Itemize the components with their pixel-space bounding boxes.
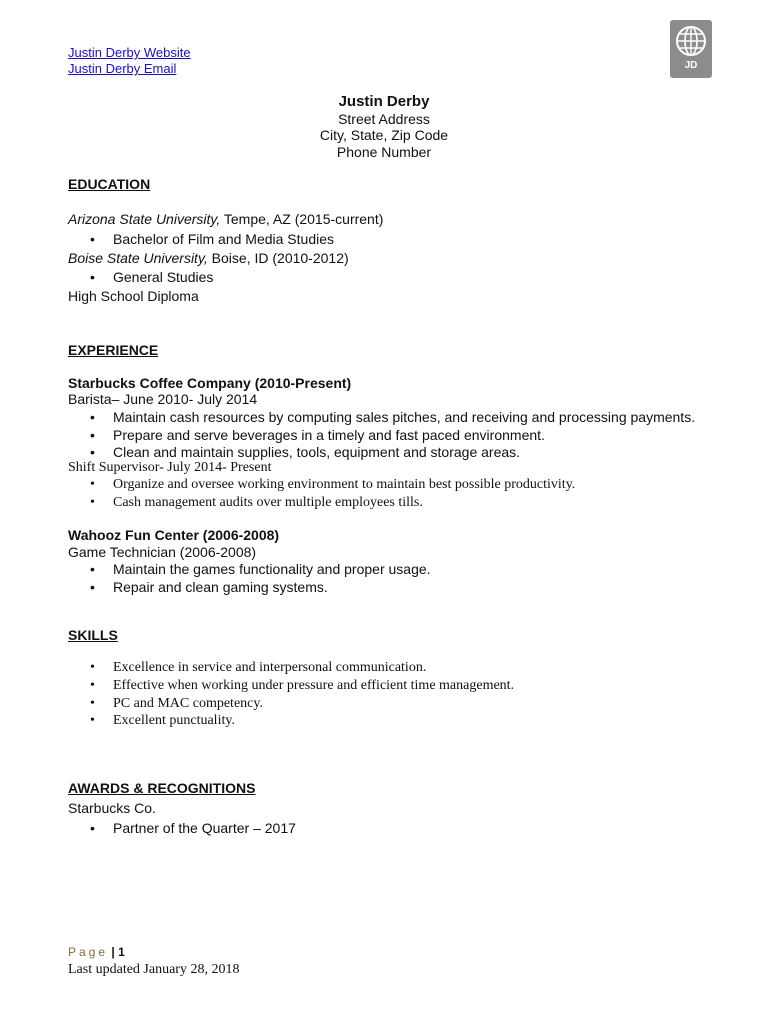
job-2-item: Repair and clean gaming systems. <box>113 579 328 595</box>
phone-number: Phone Number <box>336 144 432 160</box>
job-1-role: Barista– June 2010- July 2014 <box>68 391 258 407</box>
job-1-item: Organize and oversee working environment to maintain best possible productivity. <box>113 477 576 492</box>
job-1-title: Starbucks Coffee Company (2010-Present) <box>68 375 352 391</box>
list-item: • Bachelor of Film and Media Studies <box>90 231 334 247</box>
logo-initials: JD <box>684 60 698 71</box>
list-item: • Repair and clean gaming systems. <box>90 579 328 595</box>
skill-item: Effective when working under pressure and efficient time management. <box>113 678 515 693</box>
school-1-details: Tempe, AZ (2015-current) <box>220 211 384 227</box>
school-2-name: Boise State University, <box>68 250 208 266</box>
list-item: • PC and MAC competency. <box>90 696 263 711</box>
last-updated: Last updated January 28, 2018 <box>68 962 240 977</box>
job-1-item: Cash management audits over multiple employees tills. <box>113 495 423 510</box>
list-item: • Effective when working under pressure and efficient time management. <box>90 678 515 693</box>
list-item: • Organize and oversee working environment to maintain best possible productivity. <box>90 477 576 492</box>
diploma: High School Diploma <box>68 288 199 304</box>
awards-org: Starbucks Co. <box>68 800 156 816</box>
skill-item: Excellent punctuality. <box>113 713 235 728</box>
job-1-item: Prepare and serve beverages in a timely and fast paced environment. <box>113 427 545 443</box>
education-school-1 <box>68 211 383 227</box>
job-2-item: Maintain the games functionality and proper usage. <box>113 561 431 577</box>
school-2-details: Boise, ID (2010-2012) <box>207 250 349 266</box>
job-2-role: Game Technician (2006-2008) <box>68 544 257 560</box>
street-address: Street Address <box>338 111 430 127</box>
list-item: • Clean and maintain supplies, tools, equipment and storage areas. <box>90 444 521 460</box>
education-school-2 <box>68 250 349 266</box>
skills-heading: SKILLS <box>68 627 118 643</box>
awards-heading: AWARDS & RECOGNITIONS <box>68 780 256 796</box>
website-link[interactable]: Justin Derby Website <box>68 45 191 60</box>
job-2-title: Wahooz Fun Center (2006-2008) <box>68 527 280 543</box>
candidate-name: Justin Derby <box>338 93 430 110</box>
list-item: • Maintain cash resources by computing sales pitches, and receiving and processing payments. <box>90 409 696 425</box>
page-label: Page <box>68 945 109 959</box>
school-1-name: Arizona State University, <box>68 211 221 227</box>
list-item: • Prepare and serve beverages in a timely and fast paced environment. <box>90 427 545 443</box>
skill-item: Excellence in service and interpersonal communication. <box>113 660 427 675</box>
skill-item: PC and MAC competency. <box>113 696 263 711</box>
list-item: • Partner of the Quarter – 2017 <box>90 820 296 836</box>
list-item: • Cash management audits over multiple employees tills. <box>90 495 423 510</box>
job-1-item: Maintain cash resources by computing sales pitches, and receiving and processing payments. <box>113 409 696 425</box>
logo <box>670 20 712 78</box>
education-heading: EDUCATION <box>68 176 151 192</box>
city-state-zip: City, State, Zip Code <box>319 127 449 143</box>
list-item: • Excellence in service and interpersonal communication. <box>90 660 427 675</box>
degree-2: General Studies <box>113 269 214 285</box>
job-1-item: Clean and maintain supplies, tools, equipment and storage areas. <box>113 444 521 460</box>
page-number: 1 <box>118 945 125 959</box>
list-item: • Maintain the games functionality and proper usage. <box>90 561 431 577</box>
experience-heading: EXPERIENCE <box>68 342 159 358</box>
list-item: • Excellent punctuality. <box>90 713 235 728</box>
page-indicator <box>68 945 125 959</box>
list-item: • General Studies <box>90 269 214 285</box>
globe-icon <box>674 24 708 58</box>
degree-1: Bachelor of Film and Media Studies <box>113 231 334 247</box>
page-separator: | <box>108 945 119 959</box>
email-link[interactable]: Justin Derby Email <box>68 61 177 76</box>
award-item: Partner of the Quarter – 2017 <box>113 820 296 836</box>
job-1-role-2: Shift Supervisor- July 2014- Present <box>68 460 272 475</box>
